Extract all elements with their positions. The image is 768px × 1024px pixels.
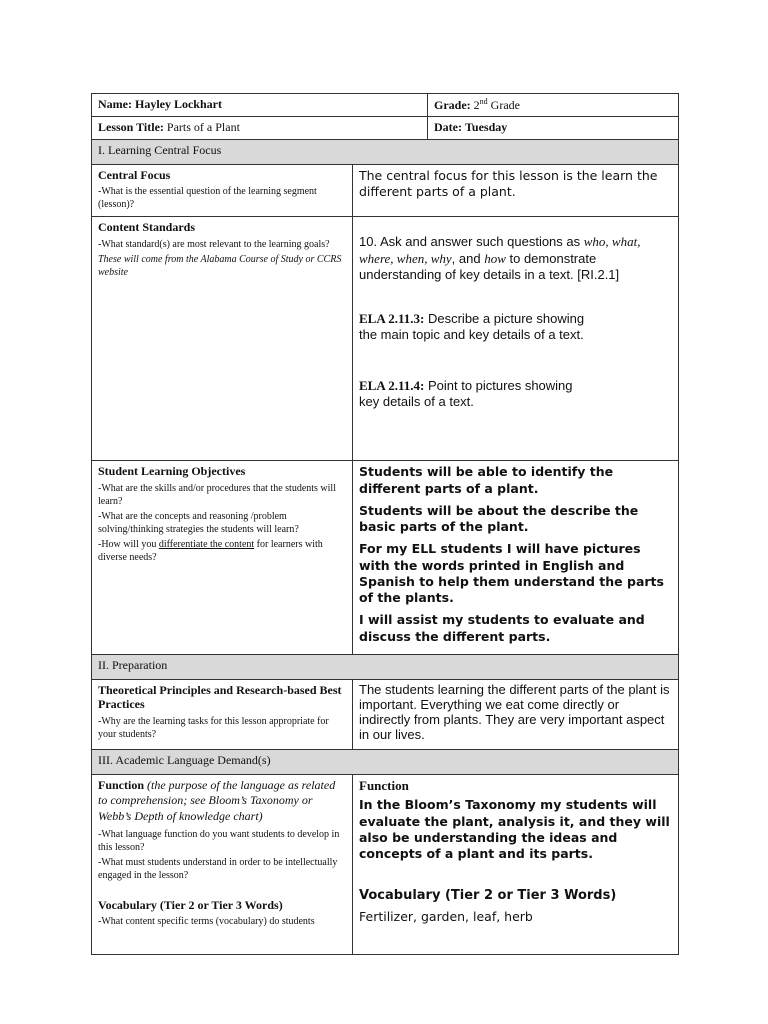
section-header-row [92, 654, 679, 679]
objectives-answer-cell [353, 461, 679, 655]
preparation-answer-cell [353, 679, 679, 749]
section-title-preparation: II. Preparation [92, 654, 679, 679]
vocabulary-answer-title: Vocabulary (Tier 2 or Tier 3 Words) [359, 888, 617, 904]
standard-1-text-e: to demonstrate understanding of key details in a text. [RI.2.1] [359, 250, 620, 282]
language-question-2: -What must students understand in order to be intellectually engaged in the lesson? [98, 856, 338, 881]
standard-1-text-b: who, what, where, when, why [359, 234, 641, 266]
grade-number: 2 [473, 98, 480, 112]
function-heading [98, 778, 346, 825]
grade-suffix: nd [479, 97, 488, 106]
standard-ela-2-11-4 [359, 378, 589, 411]
date-cell [428, 117, 679, 140]
standard-3-text: Point to pictures showing key details of a text. [359, 377, 573, 409]
objectives-row [92, 461, 679, 655]
section-header-row [92, 749, 679, 774]
vocabulary-question: -What content specific terms (vocabulary) do students [98, 916, 315, 928]
objectives-q3-b: differentiate the content [158, 538, 255, 550]
objectives-question-1: -What are the skills and/or procedures that the students will learn? [98, 482, 336, 507]
objective-4: I will assist my students to evaluate and discuss the different parts. [359, 612, 645, 644]
standard-1-text-a: 10. Ask and answer such questions as [359, 234, 584, 250]
standard-1-text-c: , and [451, 250, 485, 266]
content-standards-note: These will come from the Alabama Course of Study or CCRS website [98, 253, 342, 278]
function-description: (the purpose of the language as related to comprehension; see Bloom’s Taxonomy or Webb’s Depth of knowledge chart) [98, 777, 336, 824]
objective-3: For my ELL students I will have pictures with the words printed in English and Spanish to help them understand the parts of the plants. [359, 541, 664, 606]
language-question-1: -What language function do you want students to develop in this lesson? [98, 828, 340, 853]
date-label: Date: [434, 120, 462, 134]
objectives-q3-c: for learners with diverse needs? [98, 538, 323, 563]
grade-word: Grade [490, 98, 520, 112]
lesson-title-label: Lesson Title: [98, 120, 164, 134]
objective-1: Students will be able to identify the different parts of a plant. [359, 464, 614, 496]
language-row [92, 774, 679, 954]
preparation-row [92, 679, 679, 749]
function-answer-title: Function [359, 777, 409, 793]
section-title-learning-central-focus: I. Learning Central Focus [92, 140, 679, 165]
content-standards-question: -What standard(s) are most relevant to the learning goals? [98, 238, 330, 250]
standard-ela-2-11-3 [359, 311, 589, 344]
grade-cell [428, 94, 679, 117]
standard-3-code: ELA 2.11.4: [359, 377, 425, 393]
function-answer-text: In the Bloom’s Taxonomy my students will evaluate the plant, analysis it, and they will also be understanding the ideas and concepts of a plant and its parts. [359, 797, 670, 862]
content-standards-row [92, 217, 679, 461]
central-focus-row [92, 165, 679, 217]
objectives-q3-a: -How will you [98, 538, 159, 550]
preparation-question: -Why are the learning tasks for this lesson appropriate for your students? [98, 715, 329, 740]
preparation-answer: The students learning the different parts of the plant is important. Everything we eat come directly or indirectly from plants. They are very important aspect in our lives. [359, 681, 670, 742]
header-row-1 [92, 94, 679, 117]
content-standards-title: Content Standards [98, 220, 196, 235]
language-answer-cell [353, 774, 679, 954]
objectives-title: Student Learning Objectives [98, 464, 246, 479]
objectives-prompt-cell [92, 461, 353, 655]
standard-2-code: ELA 2.11.3: [359, 311, 425, 327]
language-prompt-cell [92, 774, 353, 954]
standard-ri-2-1 [359, 234, 672, 283]
date-value: Tuesday [465, 120, 508, 134]
name-label: Name: [98, 97, 132, 111]
section-header-row [92, 140, 679, 165]
vocabulary-answer-text: Fertilizer, garden, leaf, herb [359, 909, 533, 925]
central-focus-answer-cell [353, 165, 679, 217]
grade-label: Grade: [434, 98, 471, 112]
name-value: Hayley Lockhart [134, 97, 222, 111]
standard-2-text: Describe a picture showing the main topic and key details of a text. [359, 311, 585, 343]
content-standards-answer-cell [353, 217, 679, 461]
objectives-question-3 [98, 538, 346, 564]
vocabulary-title: Vocabulary (Tier 2 or Tier 3 Words) [98, 897, 283, 912]
central-focus-title: Central Focus [98, 168, 171, 182]
lesson-title-cell [92, 117, 428, 140]
preparation-title: Theoretical Principles and Research-based Best Practices [98, 682, 342, 712]
objective-2: Students will be about the describe the basic parts of the plant. [359, 502, 639, 535]
standard-1-text-d: how [484, 250, 506, 266]
name-cell [92, 94, 428, 117]
preparation-prompt-cell [92, 679, 353, 749]
lesson-plan-table [91, 93, 679, 955]
lesson-title-value: Parts of a Plant [166, 120, 240, 134]
function-title: Function [98, 777, 145, 792]
central-focus-question: -What is the essential question of the learning segment (lesson)? [98, 186, 317, 211]
content-standards-prompt-cell [92, 217, 353, 461]
central-focus-prompt-cell [92, 165, 353, 217]
objectives-question-2: -What are the concepts and reasoning /problem solving/thinking strategies the students will learn? [98, 510, 299, 535]
section-title-academic-language: III. Academic Language Demand(s) [92, 749, 679, 774]
header-row-2 [92, 117, 679, 140]
central-focus-answer: The central focus for this lesson is the learn the different parts of a plant. [359, 168, 658, 200]
